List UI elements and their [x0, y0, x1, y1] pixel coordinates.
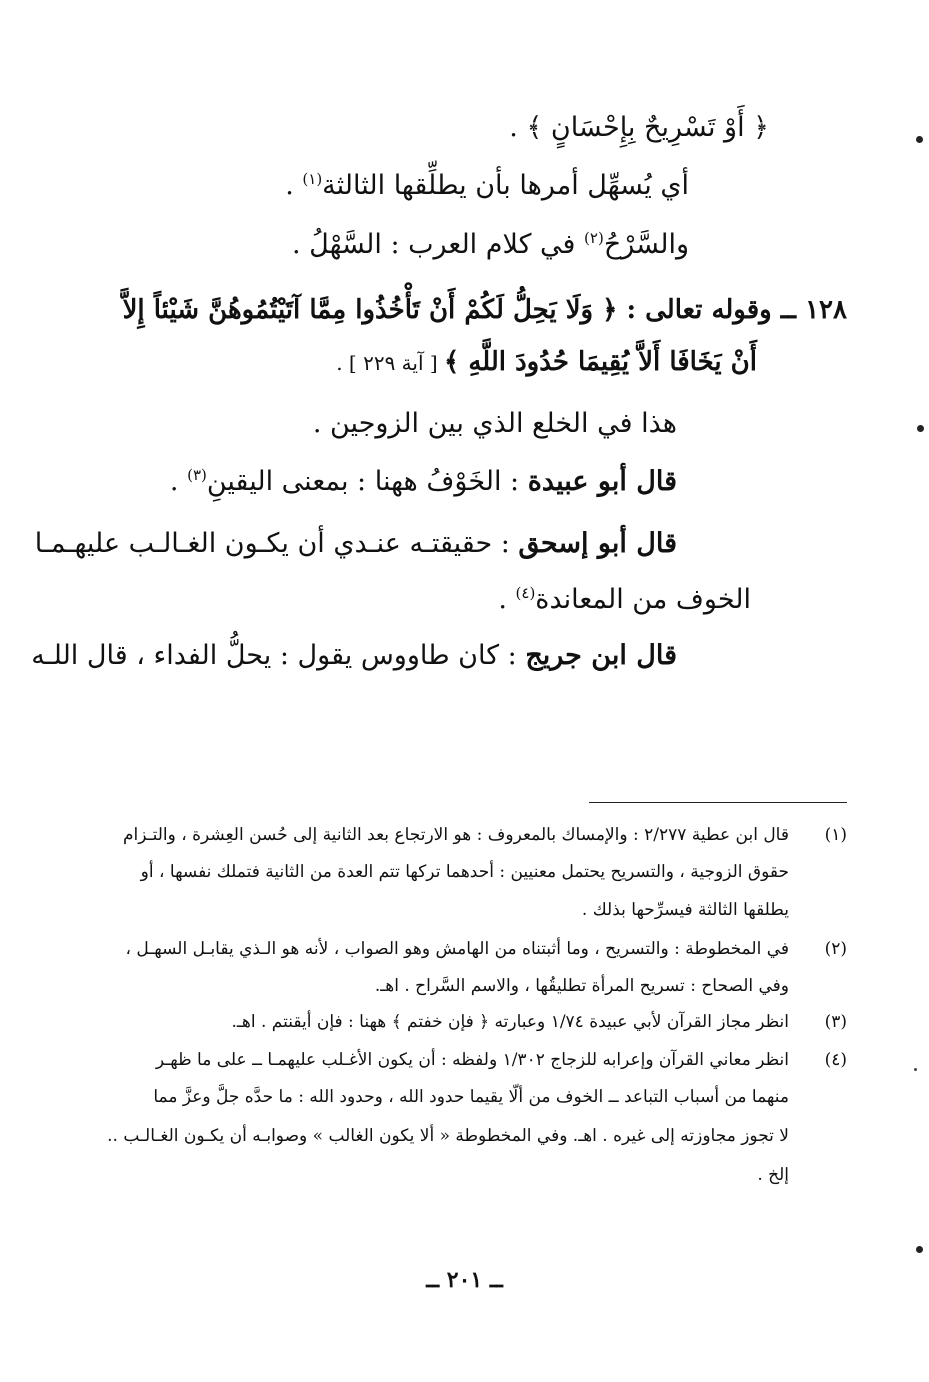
commentary-text: هذا في الخلع الذي بين الزوجين . — [312, 408, 677, 439]
scan-mark-dot — [916, 136, 923, 143]
scan-mark-dot — [914, 1068, 917, 1071]
punctuation: . — [285, 170, 303, 201]
quran-verse: ﴿ وَلَا يَحِلُّ لَكُمْ أَنْ تَأْخُذُوا مِمَّا آتَيْتُمُوهُنَّ شَيْئاً إِلاَّ — [122, 295, 627, 325]
quote-text: : حقيقتـه عنـدي أن يكـون الغـالـب عليهـمـا — [34, 528, 519, 559]
footnote-1-line: قال ابن عطية ٢/٢٧٧ : والإمساك بالمعروف : هو الارتجاع بعد الثانية إلى حُسن العِشرة ، والتـزام — [122, 825, 789, 845]
footnote-1-line: حقوق الزوجية ، والتسريح يحتمل معنيين : أحدهما تركها تتم العدة من الثانية فتملك نفسها ، أو — [140, 862, 789, 882]
explanation-line — [285, 166, 689, 206]
quote-abu-ishaq — [35, 524, 677, 564]
footnote-number: (١) — [824, 825, 847, 845]
footnote-2-line: في المخطوطة : والتسريح ، وما أثبتناه من الهامش وهو الصواب ، لأنه هو الـذي يقابـل السهـل ، — [125, 939, 789, 959]
punctuation: . — [498, 584, 516, 615]
scholar-name: قال ابن جريج — [525, 640, 677, 671]
quote-abu-ishaq-cont — [498, 580, 751, 620]
definition-text: في كلام العرب : السَّهْلُ . — [291, 229, 585, 260]
entry-verse-line — [336, 342, 757, 383]
ayah-ref: [ آية ٢٢٩ ] . — [336, 351, 445, 375]
footnote-ref[interactable]: (١) — [302, 170, 323, 188]
footnote-4-line: إلخ . — [757, 1165, 789, 1185]
definition-line — [292, 225, 689, 265]
entry-heading-line — [123, 290, 847, 330]
footnote-ref[interactable]: (٢) — [584, 229, 604, 247]
quote-ibn-jurayj — [31, 636, 677, 676]
scholar-name: قال أبو إسحق — [518, 528, 677, 559]
verse-line — [509, 108, 769, 148]
definition-term: والسَّرْحُ — [603, 229, 689, 260]
footnote-ref[interactable]: (٣) — [187, 466, 207, 484]
quote-text: الخوف من المعاندة — [535, 584, 751, 615]
quran-verse-cont: أَنْ يَخَافَا أَلاَّ يُقِيمَا حُدُودَ اللَّهِ ﴾ — [444, 347, 757, 377]
footnote-number: (٤) — [824, 1050, 847, 1070]
scan-mark-dot — [917, 425, 924, 432]
footnote-3-line: انظر مجاز القرآن لأبي عبيدة ١/٧٤ وعبارته ﴿ فإن خفتم ﴾ ههنا : فإن أيقنتم . اهـ. — [231, 1012, 789, 1032]
punctuation: . — [169, 466, 188, 497]
footnote-2-line: وفي الصحاح : تسريح المرأة تطليقُها ، والاسم السَّراح . اهـ. — [374, 976, 789, 996]
quote-text: : الخَوْفُ ههنا : بمعنى اليقينِ — [206, 466, 528, 497]
quote-text: : كان طاووس يقول : يحلُّ الفداء ، قال اللـه — [31, 640, 526, 671]
footnote-4-line: لا تجوز مجاوزته إلى غيره . اهـ. وفي المخطوطة « ألا يكون الغالب » وصوابـه أن يكـون الغـالـب .. — [107, 1126, 789, 1146]
footnote-4-line: انظر معاني القرآن وإعرابه للزجاج ١/٣٠٢ ولفظه : أن يكون الأغـلب عليهمـا ــ على ما ظهـر — [155, 1050, 789, 1070]
footnote-1-line: يطلقها الثالثة فيسرِّحها بذلك . — [581, 900, 789, 920]
verse-fragment: ﴿ أَوْ تَسْرِيحٌ بِإِحْسَانٍ ﴾ . — [509, 112, 769, 143]
footnote-number: (٢) — [824, 939, 847, 959]
scholar-name: قال أبو عبيدة — [527, 466, 677, 497]
commentary-line — [313, 404, 677, 444]
explanation-text: أي يُسهِّل أمرها بأن يطلِّقها الثالثة — [322, 170, 689, 201]
scan-mark-dot — [916, 1246, 923, 1253]
entry-lead: وقوله تعالى : — [626, 295, 772, 325]
footnote-4-line: منهما من أسباب التباعد ــ الخوف من ألّا يقيما حدود الله ، وحدود الله : ما حدَّه جلَّ وعزَّ مما — [153, 1087, 789, 1107]
entry-number: ١٢٨ ــ — [780, 295, 847, 325]
footnote-separator — [589, 802, 847, 803]
footnote-number: (٣) — [824, 1012, 847, 1032]
quote-abu-ubaida — [170, 462, 677, 502]
footnote-ref[interactable]: (٤) — [515, 584, 536, 602]
page-number: ــ ٢٠١ ــ — [426, 1267, 503, 1293]
